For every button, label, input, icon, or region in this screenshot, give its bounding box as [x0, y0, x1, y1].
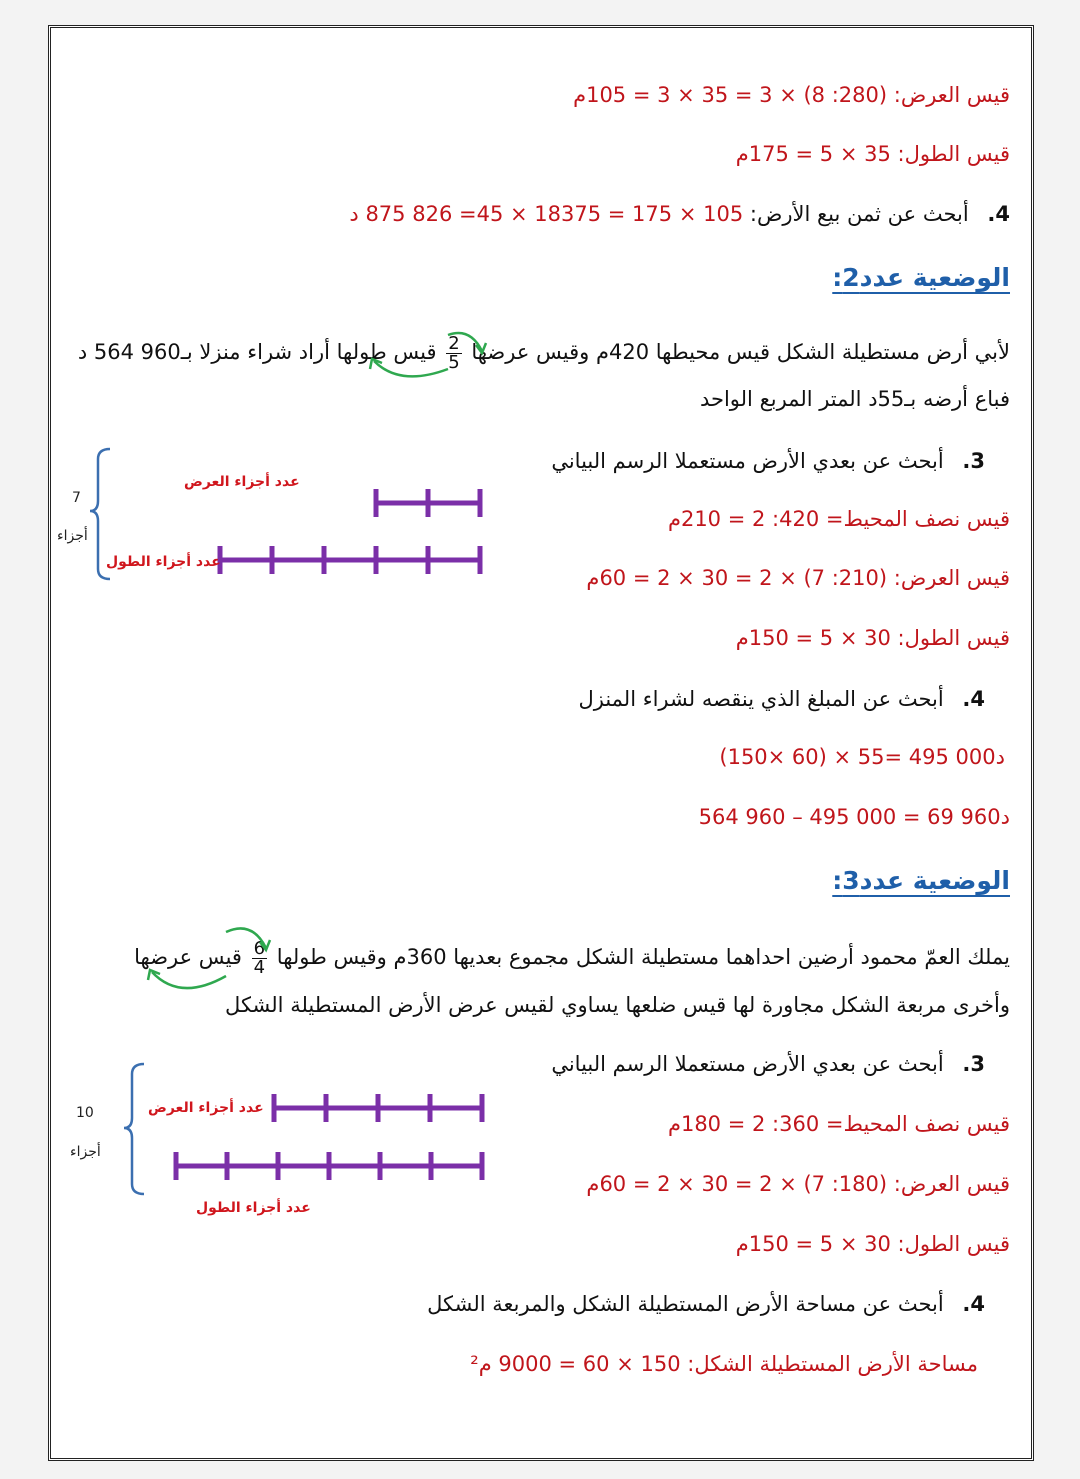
fraction-denominator: 5 [448, 351, 460, 373]
situation-2-problem-line-2: فباع أرضه بـ55د المتر المربع الواحد [699, 387, 1010, 411]
width-calc-3: قيس العرض: (180: 7) × 2 = 30 × 2 = 60م [586, 1172, 1010, 1196]
total-parts-count: 10 [76, 1105, 94, 1121]
width-calc-1: قيس العرض: (280: 8) × 3 = 35 × 3 = 105م [573, 83, 1010, 107]
fraction-denominator: 4 [253, 956, 266, 978]
parts-word: أجزاء [57, 528, 88, 544]
question-3-situation-3 [551, 1050, 985, 1078]
situation-3-heading: الوضعية عدد3: [832, 866, 1010, 895]
situation-2-problem-line-1 [78, 330, 1010, 374]
question-text: أبحث عن بعدي الأرض مستعملا الرسم البياني [551, 449, 944, 473]
length-bar [176, 1152, 482, 1180]
question-text: أبحث عن ثمن بيع الأرض: [749, 202, 969, 226]
green-swap-arrows [140, 920, 290, 1000]
situation-3-problem-line-2: وأخرى مربعة الشكل مجاورة لها قيس ضلعها يساوي لقيس عرض الأرض المستطيلة الشكل [225, 993, 1010, 1017]
situation-2-heading: الوضعية عدد2: [832, 263, 1010, 292]
arrow-right [448, 333, 482, 351]
width-parts-label: عدد أجزاء العرض [148, 1100, 264, 1116]
width-calc-2: قيس العرض: (210: 7) × 2 = 30 × 2 = 60م [586, 566, 1010, 590]
question-4-1 [349, 200, 1010, 228]
calc-1-situation-2: (150× 60) × 55= 495 000د [719, 745, 1005, 769]
width-bar [376, 489, 480, 517]
arrow-left [152, 972, 226, 988]
length-bar [220, 546, 480, 574]
question-number: 3. [962, 1052, 985, 1076]
problem-text-a: لأبي أرض مستطيلة الشكل قيس محيطها 420م وقيس عرضها [471, 340, 1010, 364]
arrow-left [374, 361, 448, 376]
length-parts-label: عدد أجزاء الطول [106, 554, 221, 570]
question-answer: 105 × 175 = 18375 × 45= 826 875 د [349, 202, 744, 226]
width-bar [274, 1094, 482, 1122]
question-text: أبحث عن بعدي الأرض مستعملا الرسم البياني [551, 1052, 944, 1076]
length-calc-1: قيس الطول: 35 × 5 = 175م [735, 142, 1010, 166]
half-perimeter-3: قيس نصف المحيط= 360: 2 = 180م [667, 1112, 1010, 1136]
question-text: أبحث عن مساحة الأرض المستطيلة الشكل والمربعة الشكل [427, 1292, 944, 1316]
problem-text-b: قيس عرضها [134, 945, 242, 969]
calc-2-situation-2: 564 960 – 495 000 = 69 960د [698, 805, 1010, 829]
question-number: 4. [962, 1292, 985, 1316]
question-4-situation-3 [427, 1290, 985, 1318]
half-perimeter-2: قيس نصف المحيط= 420: 2 = 210م [667, 507, 1010, 531]
length-calc-3: قيس الطول: 30 × 5 = 150م [735, 1232, 1010, 1256]
fraction-numerator: 2 [448, 332, 460, 354]
width-parts-label: عدد أجزاء العرض [184, 474, 300, 490]
area-calc-3: مساحة الأرض المستطيلة الشكل: 150 × 60 = 9000 م² [470, 1352, 978, 1376]
question-number: 4. [987, 202, 1010, 226]
total-parts-count: 7 [72, 490, 81, 506]
question-number: 4. [962, 687, 985, 711]
fraction-numerator: 6 [253, 937, 266, 959]
question-4-situation-2 [578, 685, 985, 713]
question-number: 3. [962, 449, 985, 473]
parts-word: أجزاء [70, 1144, 101, 1160]
green-swap-arrows [360, 325, 500, 390]
bar-model-diagram-3 [120, 1060, 500, 1200]
length-calc-2: قيس الطول: 30 × 5 = 150م [735, 626, 1010, 650]
question-text: أبحث عن المبلغ الذي ينقصه لشراء المنزل [578, 687, 944, 711]
problem-text-a: يملك العمّ محمود أرضين احداهما مستطيلة الشكل مجموع بعديها 360م وقيس طولها [276, 945, 1010, 969]
length-parts-label: عدد أجزاء الطول [196, 1200, 311, 1216]
arrow-right [226, 928, 266, 948]
question-3-situation-2 [551, 447, 985, 475]
brace [124, 1064, 144, 1194]
problem-text-b: قيس طولها أراد شراء منزلا بـ960 564 د [77, 340, 437, 364]
